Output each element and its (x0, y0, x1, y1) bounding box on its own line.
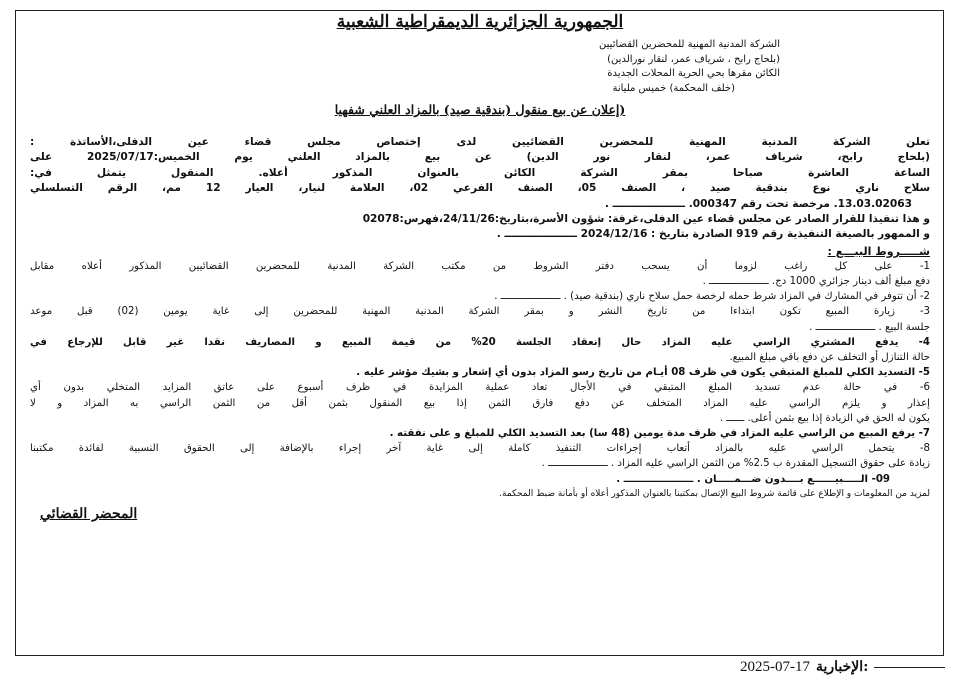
body-line: و هذا تنفيذا للقرار الصادر عن مجلس قضاء عين الدفلى،غرفة: شؤون الأسرة،بتاريخ:24/11/26،فهرس:02078 (362, 213, 930, 226)
condition-line: إعذار و يلزم الراسي عليه المزاد المتخلف عن دفع فارق الثمن إذا بيع المنقول بثمن أقل من الثمن الراسي به المزاد و لا (30, 397, 930, 409)
conditions-title: شـــــروط البيـــع : (827, 244, 930, 258)
announcement-title: (إعلان عن بيع منقول (بندقية صيد) بالمزاد العلني شفهيا (334, 102, 626, 117)
condition-line: 6- في حالة عدم تسديد المبلغ المتبقي في الأجال تعاد عملية المزايدة في ظرف أسبوع على عاتق المزايد المتخلي بدون أي (30, 382, 930, 394)
condition-line: 2- أن تتوفر في المشارك في المزاد شرط حمله لرخصة حمل سلاح ناري (بندقية صيد) . ــــــــــــــــــــ . (494, 291, 930, 303)
body-line: (بلحاج رابح، شرياف عمر، لنقار نور الدين) عن بيع بالمزاد العلني يوم الخميس:2025/07/17 على (30, 151, 930, 164)
conditions-list (30, 259, 930, 502)
condition-line: زيادة على حقوق التسجيل المقدرة ب 2.5% من الثمن الراسي عليه المزاد . ــــــــــــــــــــ . (541, 458, 930, 470)
condition-line: 5- التسديد الكلي للمبلغ المتبقي يكون في ظرف 08 أيـام من تاريخ رسو المزاد بدون أي إشعار و بشيك مؤشر عليه . (356, 367, 930, 379)
body-line: و الممهور بالصيغة التنفيذية رقم 919 الصادرة بتاريخ : 2024/12/16 ــــــــــــــــــــ . (496, 228, 930, 241)
body-line: 13.03.02063. مرخصة تحت رقم 000347. ــــــــــــــــــــ . (604, 197, 912, 210)
org-line: (بلحاج رابح ، شرياف عمر، لنقار نورالدين) (607, 53, 780, 65)
condition-line: 7- يرفع المبيع من الراسي عليه المزاد في ظرف مدة يومين (48 سا) بعد التسديد الكلي للمبلغ و على نفقته . (389, 428, 930, 440)
condition-line: حالة التنازل أو التخلف عن دفع باقي مبلغ المبيع. (729, 352, 930, 364)
condition-line: دفع مبلغ ألف دينار جزائري 1000 دج. ــــــــــــــــــــ . (702, 276, 930, 288)
announcement-document (30, 12, 930, 522)
publication-footer (740, 657, 945, 677)
body-line: الساعة العاشرة صباحا بمقر الشركة الكائن بالعنوان المذكور أعلاه. المنقول يتمثل في: (30, 166, 930, 179)
republic-header: الجمهورية الجزائرية الديمقراطية الشعبية (336, 12, 624, 32)
condition-line: يكون له الحق في الزيادة إذا بيع بثمن أعلى. ــــــ . (719, 412, 930, 424)
condition-line: 8- يتحمل الراسي عليه بالمزاد أتعاب إجراءات التنفيذ كاملة إلى غاية آخر إجراء بالإضافة إلى الحقوق النسبية لفائدة مكتبنا (30, 443, 930, 455)
org-line: الشركة المدنية المهنية للمحضرين القضائيين (599, 39, 780, 50)
condition-line: 4- يدفع المشتري الراسي عليه المزاد حال إنعقاد الجلسة 20% من قيمة المبيع و المصاريف نقدا غير قابل للإرجاع في (30, 336, 930, 348)
condition-line: جلسة البيع . ــــــــــــــــــــ . (809, 321, 930, 333)
bailiff-signature: المحضر القضائي (40, 506, 138, 523)
condition-line: 3- زيارة المبيع تكون ابتداءا من تاريخ النشر و بمقر الشركة المدنية المهنية للمحضرين إلى غاية يومين (02) قبل موعد (30, 306, 930, 318)
condition-line: لمزيد من المعلومات و الإطلاع على قائمة شروط البيع الإتصال بمكتبنا بالعنوان المذكور أعلاه أو بأمانة ضبط المحكمة. (499, 488, 930, 499)
body-line: تعلن الشركة المدنية المهنية للمحضرين القضائيين لدى إختصاص مجلس قضاء عين الدفلى،الأساتذة : (30, 136, 930, 148)
org-line: الكائن مقرها بحي الحرية المحلات الجديدة (607, 68, 780, 79)
announcement-body (30, 135, 930, 243)
publication-source: الإخبارية: (816, 659, 869, 675)
condition-line: 1- على كل راغب لزوما أن يسحب دفتر الشروط من مكتب الشركة المدنية للمحضرين القضائيين المذكور أعلاه مقابل (30, 260, 930, 272)
organization-block (30, 38, 780, 96)
body-line: سلاح ناري نوع بندقية صيد ، الصنف 05، الصنف الفرعي 02، العلامة لنيار، العيار 12 مم، الرقم التسلسلي (30, 182, 930, 195)
org-line: (خلف المحكمة) خميس مليانة (612, 82, 735, 94)
condition-line: 09- الـــــبيــــــع بــــدون ضـــمـــــان . ــــــــــــــــــــ . (616, 473, 890, 485)
footer-rule (874, 667, 945, 668)
publication-date: 2025-07-17 (740, 658, 810, 675)
